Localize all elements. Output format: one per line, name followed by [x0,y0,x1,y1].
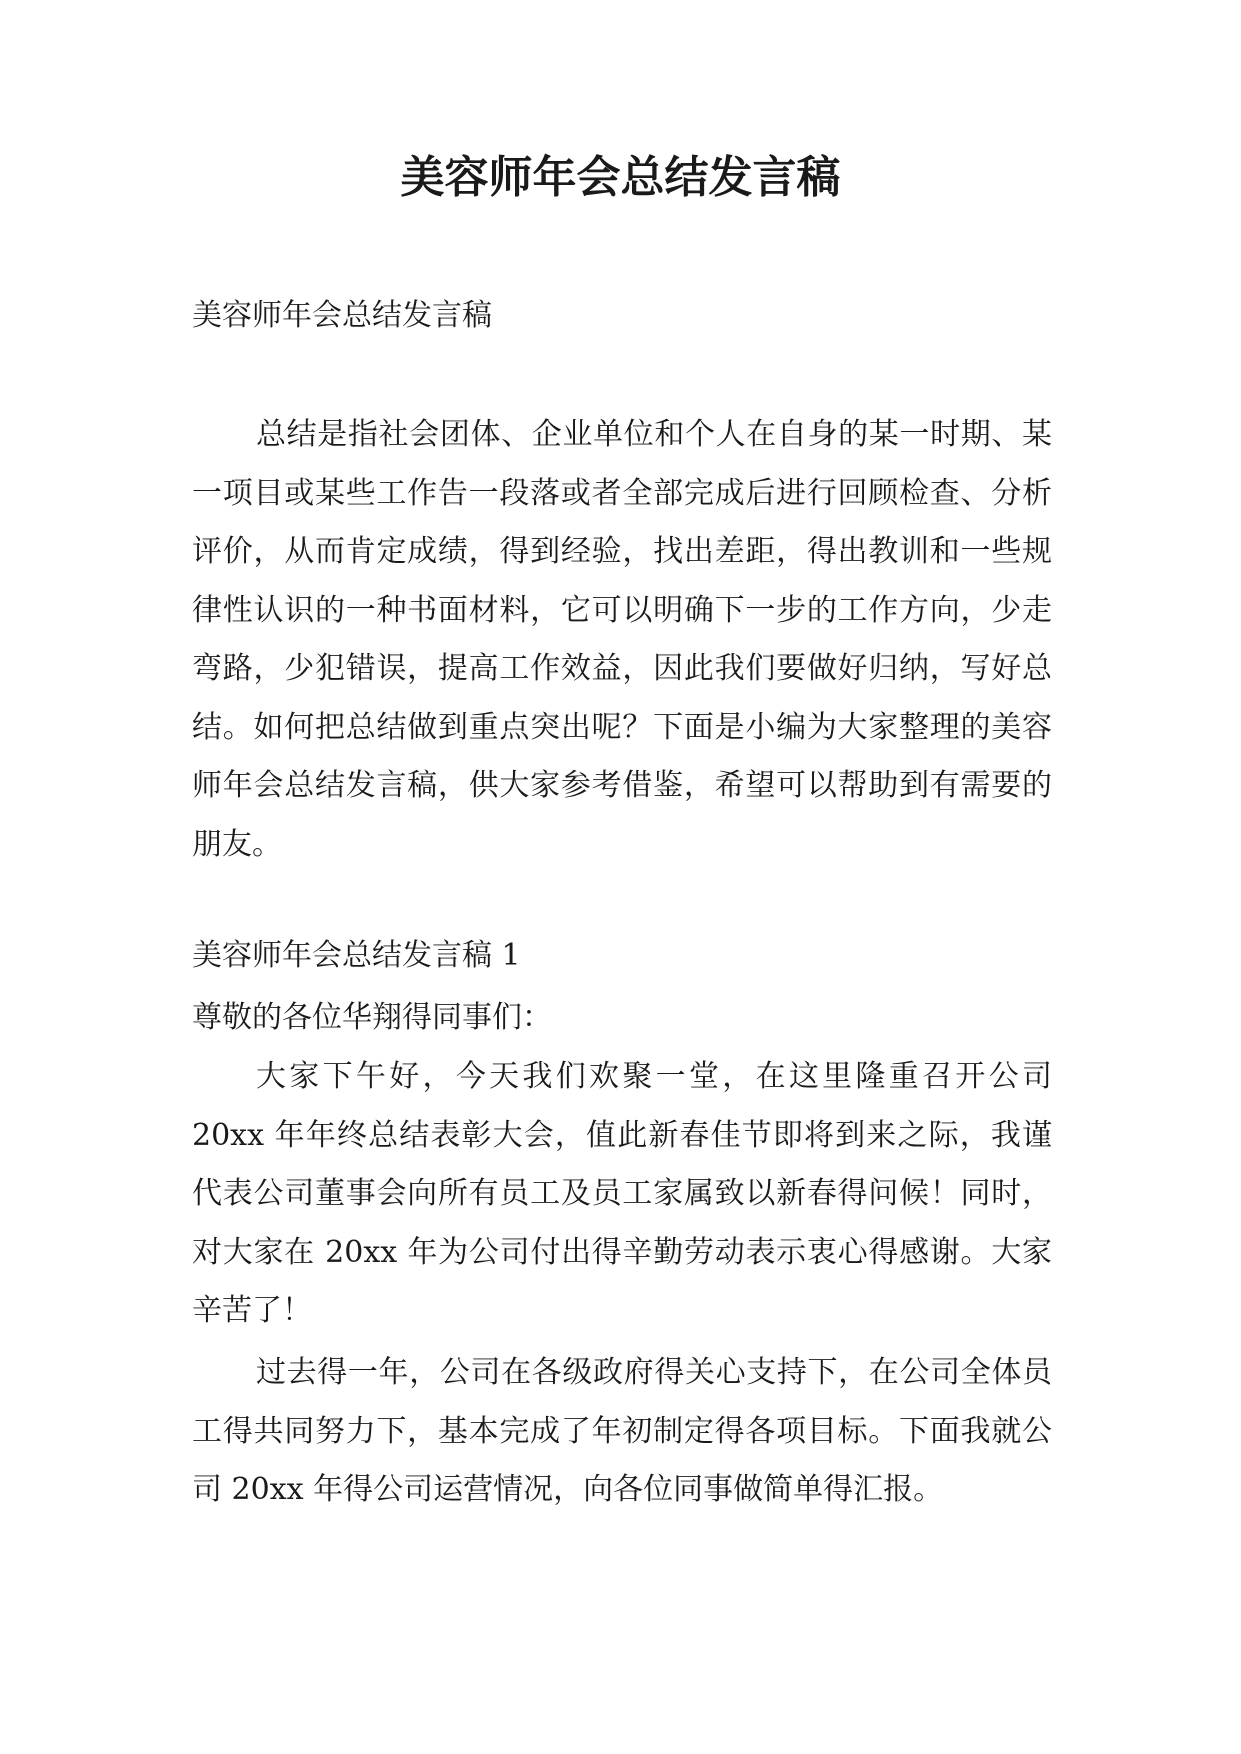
document-title: 美容师年会总结发言稿 [400,152,841,203]
body-paragraph-1: 大家下午好，今天我们欢聚一堂，在这里隆重召开公司 20xx 年年终总结表彰大会，值此新春佳节即将到来之际，我谨代表公司董事会向所有员工及员工家属致以新春得问候！同时，对大家在 20xx 年为公司付出得辛勤劳动表示衷心得感谢。大家辛苦了！ [192,1059,1052,1328]
intro-paragraph: 总结是指社会团体、企业单位和个人在自身的某一时期、某一项目或某些工作告一段落或者全部完成后进行回顾检查、分析评价，从而肯定成绩，得到经验，找出差距，得出教训和一些规律性认识的一种书面材料，它可以明确下一步的工作方向，少走弯路，少犯错误，提高工作效益，因此我们要做好归纳，写好总结。如何把总结做到重点突出呢？下面是小编为大家整理的美容师年会总结发言稿，供大家参考借鉴，希望可以帮助到有需要的朋友。 [192,417,1052,862]
body-paragraph-2: 过去得一年，公司在各级政府得关心支持下，在公司全体员工得共同努力下，基本完成了年初制定得各项目标。下面我就公司 20xx 年得公司运营情况，向各位同事做简单得汇报。 [192,1355,1052,1507]
document-subtitle: 美容师年会总结发言稿 [192,298,492,333]
section-heading: 美容师年会总结发言稿 1 [192,938,521,973]
salutation: 尊敬的各位华翔得同事们： [192,1000,552,1035]
